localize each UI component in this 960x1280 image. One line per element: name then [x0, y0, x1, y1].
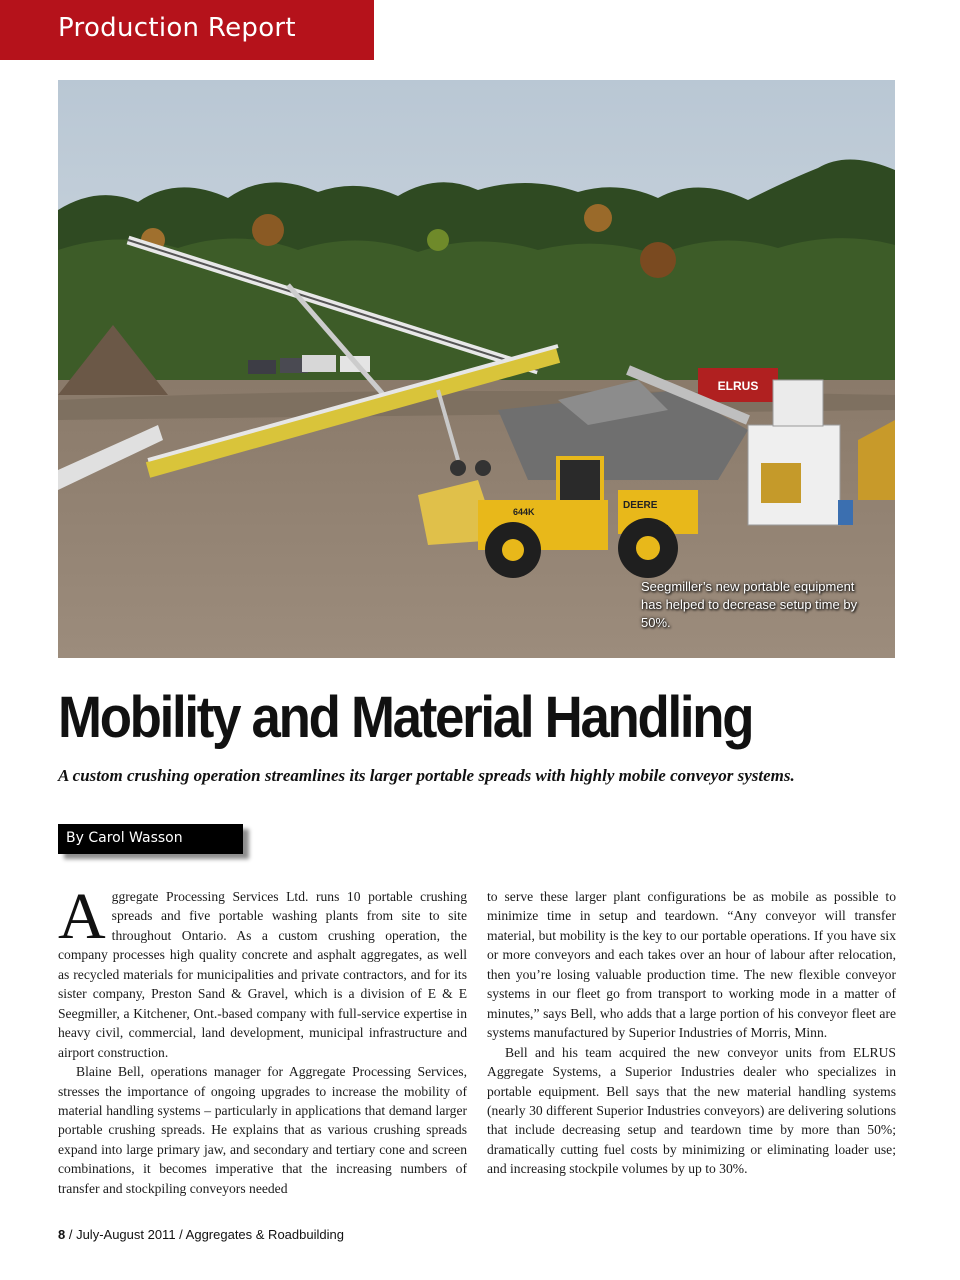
trailer-label: ELRUS [717, 379, 759, 393]
paragraph: to serve these larger plant configurations be as mobile as possible to minimize time in setup and teardown. “Any conveyor will transfer material, but mobility is the key to our portable operations. If you have six or more conveyors and each takes over an hour of labour after relocation, then you’re losing valuable production time. The new flexible conveyor systems in our fleet go from transport to working mode in a matter of minutes,” says Bell, who adds that a large portion of his conveyor fleet are systems manufactured by Superior Industries of Morris, Minn. [487, 889, 896, 1041]
article-column-right [487, 887, 896, 1179]
paragraph: Blaine Bell, operations manager for Aggregate Processing Services, stresses the importance of ongoing upgrades to increase the mobility of material handling systems – particularly in applications that demand larger portable crushing spreads. He explains that as various crushing spreads expand into large primary jaw, and secondary and tertiary cone and screen combinations, it becomes imperative that the increasing numbers of transfer and stockpiling conveyors needed [58, 1064, 467, 1196]
article-column-left [58, 880, 467, 1198]
article-headline: Mobility and Material Handling [58, 685, 753, 750]
page-number: 8 [58, 1227, 66, 1242]
photo-caption: Seegmiller’s new portable equipment has helped to decrease setup time by 50%. [641, 579, 858, 630]
quarry-scene-illustration [58, 80, 895, 658]
section-label: Production Report [58, 13, 296, 43]
paragraph [58, 880, 467, 1062]
issue-info: / July-August 2011 / Aggregates & Roadbuilding [65, 1227, 344, 1242]
section-tab [0, 0, 374, 60]
paragraph-text: ggregate Processing Services Ltd. runs 10 portable crushing spreads and five portable washing plants from site to site throughout Ontario. As a custom crushing operation, the company processes high quality concrete and asphalt aggregates, as well as recycled materials for municipalities and private contractors, and for its sister company, Preston Sand & Gravel, which is a division of E & E Seegmiller, a Kitchener, Ont.-based company with full-service expertise in heavy civil, commercial, land development, municipal infrastructure and airport construction. [58, 889, 467, 1060]
loader-model-label: 644K [513, 507, 535, 517]
byline-text: By Carol Wasson [66, 830, 183, 846]
page-footer [58, 1227, 344, 1242]
article-subhead: A custom crushing operation streamlines its larger portable spreads with highly mobile conveyor systems. [58, 766, 795, 785]
paragraph: Bell and his team acquired the new conveyor units from ELRUS Aggregate Systems, a Superior Industries dealer who specializes in portable equipment. Bell says that the new material handling systems (nearly 30 different Superior Industries conveyors) are delivering solutions that include decreasing setup and teardown time by more than 50%; dramatically cutting fuel costs by minimizing or eliminating loader use; and increasing stockpile volumes by up to 30%. [487, 1044, 896, 1177]
article-photo [58, 80, 895, 658]
loader-brand-label: DEERE [623, 500, 658, 511]
byline-box [58, 824, 243, 854]
drop-cap: A [58, 880, 106, 953]
